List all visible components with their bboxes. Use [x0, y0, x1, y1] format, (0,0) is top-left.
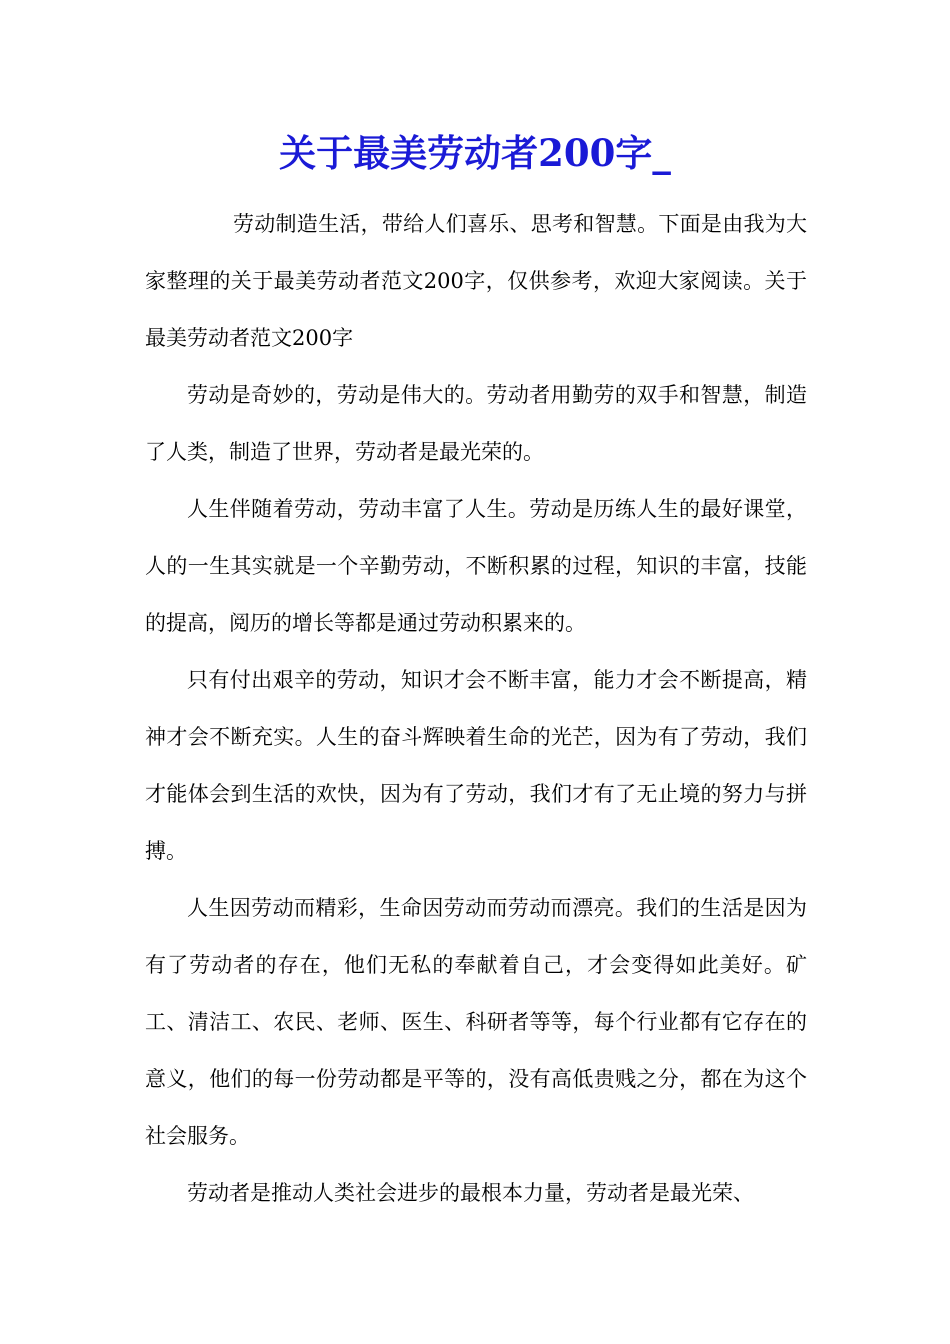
document-title: 关于最美劳动者200字_: [279, 131, 671, 175]
paragraph-4: 只有付出艰辛的劳动，知识才会不断丰富，能力才会不断提高，精神才会不断充实。人生的奋斗辉映着生命的光芒，因为有了劳动，我们才能体会到生活的欢快，因为有了劳动，我们才有了无止境的努力与拼搏。: [145, 668, 807, 863]
paragraph-2: 劳动是奇妙的，劳动是伟大的。劳动者用勤劳的双手和智慧，制造了人类，制造了世界，劳动者是最光荣的。: [145, 383, 807, 464]
paragraph-intro: 劳动制造生活，带给人们喜乐、思考和智慧。下面是由我为大家整理的关于最美劳动者范文200字，仅供参考，欢迎大家阅读。关于最美劳动者范文200字: [145, 212, 807, 350]
paragraph-3: 人生伴随着劳动，劳动丰富了人生。劳动是历练人生的最好课堂，人的一生其实就是一个辛勤劳动，不断积累的过程，知识的丰富，技能的提高，阅历的增长等都是通过劳动积累来的。: [145, 497, 807, 635]
paragraph-6: 劳动者是推动人类社会进步的最根本力量，劳动者是最光荣、: [187, 1181, 754, 1205]
paragraph-5: 人生因劳动而精彩，生命因劳动而劳动而漂亮。我们的生活是因为有了劳动者的存在，他们无私的奉献着自己，才会变得如此美好。矿工、清洁工、农民、老师、医生、科研者等等，每个行业都有它存在的意义，他们的每一份劳动都是平等的，没有高低贵贱之分，都在为这个社会服务。: [145, 896, 807, 1148]
document-body: [145, 196, 807, 1222]
